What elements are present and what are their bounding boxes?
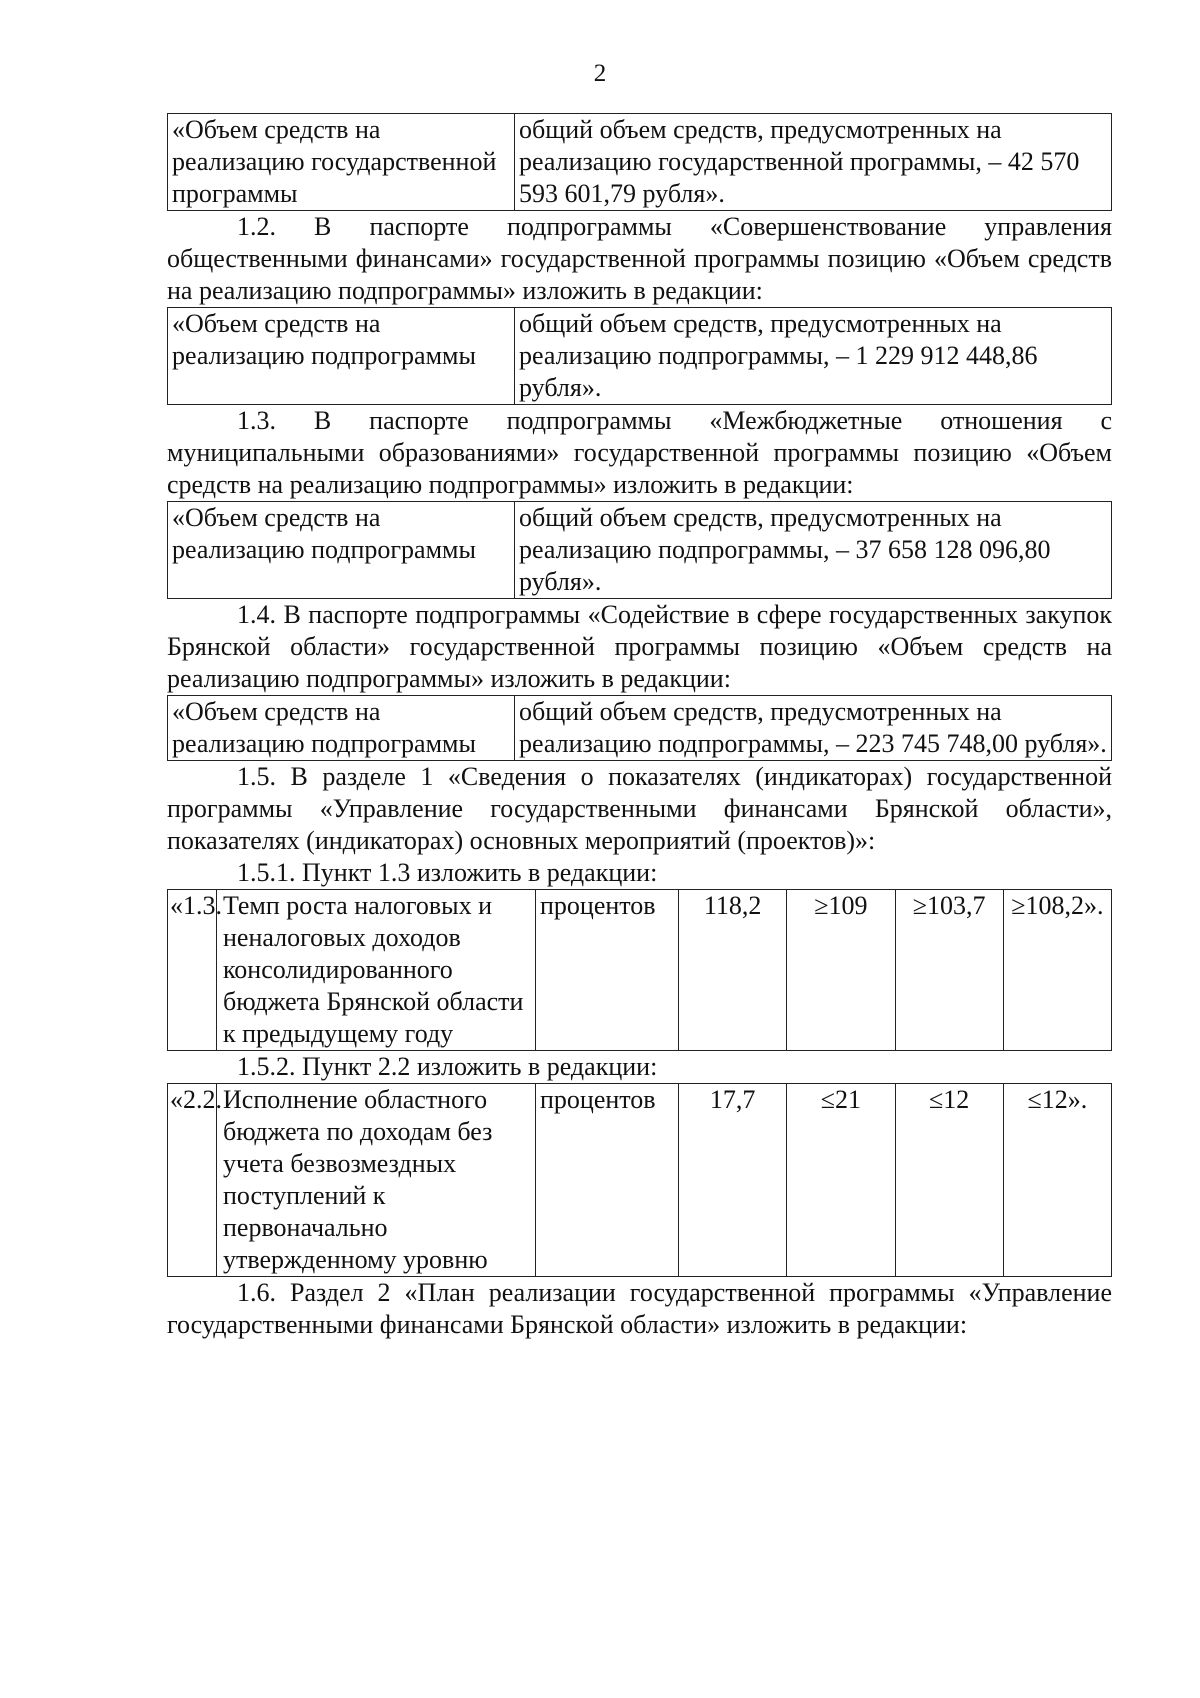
indicator-value-2: ≥109 <box>787 890 895 1051</box>
indicator-table-2-2 <box>167 1083 1112 1277</box>
indicator-table-1-3 <box>167 889 1112 1051</box>
indicator-value-4: ≤12». <box>1003 1084 1111 1277</box>
table-cell-label: «Объем средств на реализацию подпрограммы <box>168 502 515 599</box>
indicator-value-1: 17,7 <box>679 1084 787 1277</box>
paragraph-1-6: 1.6. Раздел 2 «План реализации государственной программы «Управление государственными финансами Брянской области» изложить в редакции: <box>167 1278 1112 1339</box>
table-row <box>168 308 1112 405</box>
paragraph-1-3: 1.3. В паспорте подпрограммы «Межбюджетные отношения с муниципальными образованиями» государственной программы позицию «Объем средств на реализацию подпрограммы» изложить в редакции: <box>167 406 1112 499</box>
table-cell-value: общий объем средств, предусмотренных на реализацию подпрограммы, – 1 229 912 448,86 рубля». <box>515 308 1112 405</box>
paragraph-1-5-2: 1.5.2. Пункт 2.2 изложить в редакции: <box>237 1052 658 1081</box>
indicator-value-3: ≤12 <box>895 1084 1003 1277</box>
table-cell-value: общий объем средств, предусмотренных на реализацию подпрограммы, – 223 745 748,00 рубля». <box>515 696 1112 761</box>
table-row <box>168 114 1112 211</box>
indicator-value-1: 118,2 <box>679 890 787 1051</box>
subprogram-2-funding-table <box>167 501 1112 599</box>
paragraph-1-5: 1.5. В разделе 1 «Сведения о показателях (индикаторах) государственной программы «Управление государственными финансами Брянской области», показателях (индикаторах) основных мероприятий (проектов)»: <box>167 762 1112 855</box>
table-cell-label: «Объем средств на реализацию государственной программы <box>168 114 515 211</box>
indicator-value-4: ≥108,2». <box>1003 890 1111 1051</box>
indicator-name: Исполнение областного бюджета по доходам без учета безвозмездных поступлений к первоначально утвержденному уровню <box>217 1084 536 1277</box>
table-row <box>168 502 1112 599</box>
program-funding-table <box>167 113 1112 211</box>
paragraph-1-4: 1.4. В паспорте подпрограммы «Содействие в сфере государственных закупок Брянской области» государственной программы позицию «Объем средств на реализацию подпрограммы» изложить в редакции: <box>167 600 1112 693</box>
table-row <box>168 1084 1112 1277</box>
indicator-value-2: ≤21 <box>787 1084 895 1277</box>
indicator-name: Темп роста налоговых и неналоговых доходов консолидированного бюджета Брянской области к предыдущему году <box>217 890 536 1051</box>
indicator-unit: процентов <box>536 890 679 1051</box>
paragraph-1-5-1: 1.5.1. Пункт 1.3 изложить в редакции: <box>237 858 658 887</box>
subprogram-3-funding-table <box>167 695 1112 761</box>
table-row <box>168 890 1112 1051</box>
subprogram-1-funding-table <box>167 307 1112 405</box>
indicator-value-3: ≥103,7 <box>895 890 1003 1051</box>
document-body <box>167 113 1112 1341</box>
indicator-number: «1.3. <box>168 890 217 1051</box>
page-number: 2 <box>593 60 607 87</box>
table-cell-label: «Объем средств на реализацию подпрограммы <box>168 308 515 405</box>
paragraph-1-2: 1.2. В паспорте подпрограммы «Совершенствование управления общественными финансами» государственной программы позицию «Объем средств на реализацию подпрограммы» изложить в редакции: <box>167 212 1112 305</box>
table-cell-value: общий объем средств, предусмотренных на реализацию государственной программы, – 42 570 593 601,79 рубля». <box>515 114 1112 211</box>
indicator-number: «2.2. <box>168 1084 217 1277</box>
indicator-unit: процентов <box>536 1084 679 1277</box>
table-row <box>168 696 1112 761</box>
table-cell-value: общий объем средств, предусмотренных на реализацию подпрограммы, – 37 658 128 096,80 рубля». <box>515 502 1112 599</box>
table-cell-label: «Объем средств на реализацию подпрограммы <box>168 696 515 761</box>
